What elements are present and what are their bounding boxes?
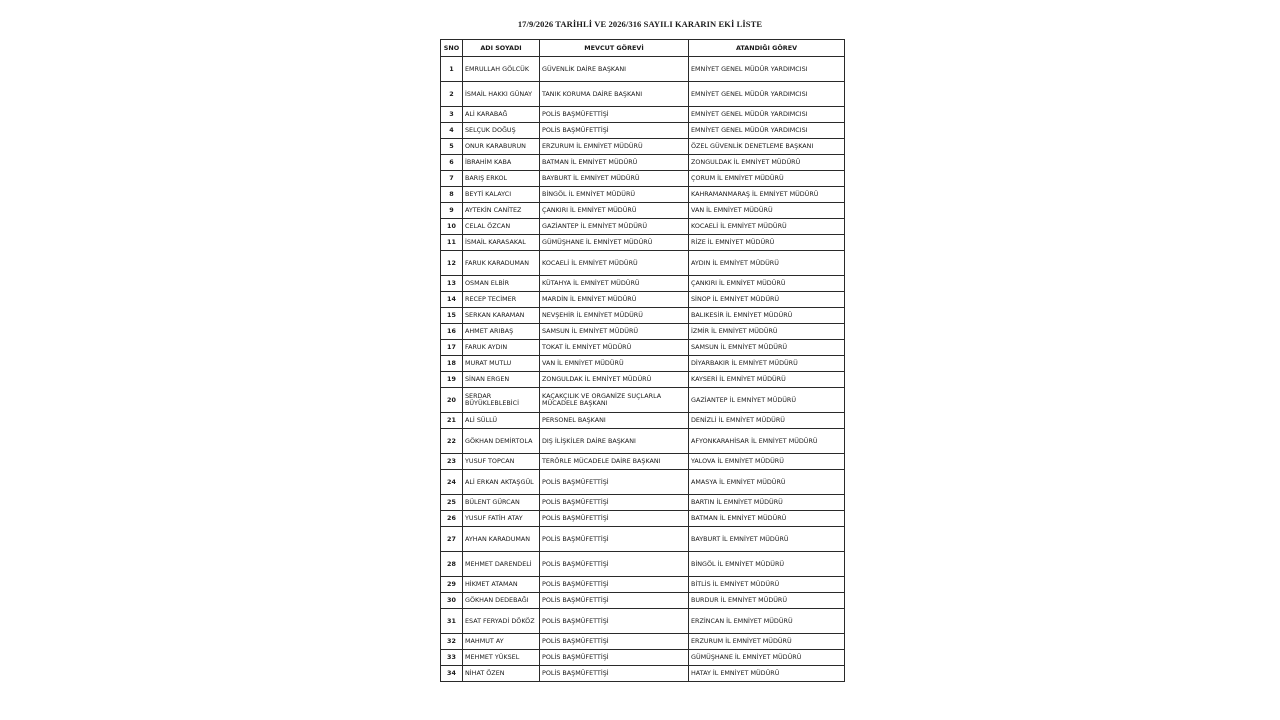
row-assigned-duty: KAHRAMANMARAŞ İL EMNİYET MÜDÜRÜ xyxy=(689,187,845,203)
row-current-duty: GÜMÜŞHANE İL EMNİYET MÜDÜRÜ xyxy=(540,235,689,251)
row-name: İSMAİL KARASAKAL xyxy=(463,235,540,251)
table-row xyxy=(441,235,845,251)
table-row xyxy=(441,187,845,203)
row-current-duty: POLİS BAŞMÜFETTİŞİ xyxy=(540,123,689,139)
row-assigned-duty: DENİZLİ İL EMNİYET MÜDÜRÜ xyxy=(689,413,845,429)
row-assigned-duty: AFYONKARAHİSAR İL EMNİYET MÜDÜRÜ xyxy=(689,429,845,454)
row-name: FARUK AYDIN xyxy=(463,340,540,356)
row-name: YUSUF FATİH ATAY xyxy=(463,511,540,527)
row-assigned-duty: ERZİNCAN İL EMNİYET MÜDÜRÜ xyxy=(689,609,845,634)
row-sno: 30 xyxy=(441,593,463,609)
row-assigned-duty: İZMİR İL EMNİYET MÜDÜRÜ xyxy=(689,324,845,340)
row-name: BARIŞ ERKOL xyxy=(463,171,540,187)
row-assigned-duty: SİNOP İL EMNİYET MÜDÜRÜ xyxy=(689,292,845,308)
table-row xyxy=(441,57,845,82)
row-sno: 17 xyxy=(441,340,463,356)
row-current-duty: TANIK KORUMA DAİRE BAŞKANI xyxy=(540,82,689,107)
row-name: FARUK KARADUMAN xyxy=(463,251,540,276)
row-sno: 4 xyxy=(441,123,463,139)
table-row xyxy=(441,527,845,552)
row-sno: 29 xyxy=(441,577,463,593)
row-current-duty: KAÇAKÇILIK VE ORGANİZE SUÇLARLA MÜCADELE BAŞKANI xyxy=(540,388,689,413)
row-sno: 18 xyxy=(441,356,463,372)
row-current-duty: POLİS BAŞMÜFETTİŞİ xyxy=(540,593,689,609)
row-assigned-duty: AMASYA İL EMNİYET MÜDÜRÜ xyxy=(689,470,845,495)
row-assigned-duty: YALOVA İL EMNİYET MÜDÜRÜ xyxy=(689,454,845,470)
row-sno: 34 xyxy=(441,666,463,682)
row-sno: 9 xyxy=(441,203,463,219)
row-sno: 19 xyxy=(441,372,463,388)
header-current-duty: MEVCUT GÖREVİ xyxy=(540,40,689,57)
table-row xyxy=(441,251,845,276)
row-sno: 11 xyxy=(441,235,463,251)
row-current-duty: POLİS BAŞMÜFETTİŞİ xyxy=(540,527,689,552)
row-current-duty: ZONGULDAK İL EMNİYET MÜDÜRÜ xyxy=(540,372,689,388)
table-row xyxy=(441,593,845,609)
row-name: MEHMET YÜKSEL xyxy=(463,650,540,666)
row-current-duty: POLİS BAŞMÜFETTİŞİ xyxy=(540,495,689,511)
row-assigned-duty: DİYARBAKIR İL EMNİYET MÜDÜRÜ xyxy=(689,356,845,372)
table-row xyxy=(441,219,845,235)
row-assigned-duty: ZONGULDAK İL EMNİYET MÜDÜRÜ xyxy=(689,155,845,171)
row-sno: 12 xyxy=(441,251,463,276)
row-assigned-duty: BATMAN İL EMNİYET MÜDÜRÜ xyxy=(689,511,845,527)
row-assigned-duty: BİTLİS İL EMNİYET MÜDÜRÜ xyxy=(689,577,845,593)
row-current-duty: POLİS BAŞMÜFETTİŞİ xyxy=(540,552,689,577)
row-name: BÜLENT GÜRCAN xyxy=(463,495,540,511)
table-row xyxy=(441,123,845,139)
row-name: BEYTİ KALAYCI xyxy=(463,187,540,203)
table-row xyxy=(441,609,845,634)
table-row xyxy=(441,139,845,155)
row-current-duty: VAN İL EMNİYET MÜDÜRÜ xyxy=(540,356,689,372)
row-name: SELÇUK DOĞUŞ xyxy=(463,123,540,139)
header-sno: SNO xyxy=(441,40,463,57)
row-name: ESAT FERYADİ DÖKÖZ xyxy=(463,609,540,634)
row-name: MEHMET DARENDELİ xyxy=(463,552,540,577)
row-assigned-duty: EMNİYET GENEL MÜDÜR YARDIMCISI xyxy=(689,57,845,82)
row-current-duty: POLİS BAŞMÜFETTİŞİ xyxy=(540,577,689,593)
row-assigned-duty: GAZİANTEP İL EMNİYET MÜDÜRÜ xyxy=(689,388,845,413)
row-sno: 10 xyxy=(441,219,463,235)
row-assigned-duty: BALIKESİR İL EMNİYET MÜDÜRÜ xyxy=(689,308,845,324)
row-sno: 21 xyxy=(441,413,463,429)
table-header xyxy=(441,40,845,57)
row-sno: 24 xyxy=(441,470,463,495)
row-sno: 13 xyxy=(441,276,463,292)
row-name: GÖKHAN DEDEBAĞI xyxy=(463,593,540,609)
table-row xyxy=(441,634,845,650)
row-sno: 32 xyxy=(441,634,463,650)
row-name: MURAT MUTLU xyxy=(463,356,540,372)
table-row xyxy=(441,82,845,107)
row-assigned-duty: ÇORUM İL EMNİYET MÜDÜRÜ xyxy=(689,171,845,187)
table-row xyxy=(441,356,845,372)
table-row xyxy=(441,470,845,495)
row-name: İBRAHİM KABA xyxy=(463,155,540,171)
row-assigned-duty: KOCAELİ İL EMNİYET MÜDÜRÜ xyxy=(689,219,845,235)
row-current-duty: ERZURUM İL EMNİYET MÜDÜRÜ xyxy=(540,139,689,155)
row-name: ALİ SÜLLÜ xyxy=(463,413,540,429)
table-row xyxy=(441,388,845,413)
row-assigned-duty: GÜMÜŞHANE İL EMNİYET MÜDÜRÜ xyxy=(689,650,845,666)
row-name: CELAL ÖZCAN xyxy=(463,219,540,235)
row-assigned-duty: ÖZEL GÜVENLİK DENETLEME BAŞKANI xyxy=(689,139,845,155)
row-sno: 3 xyxy=(441,107,463,123)
row-sno: 28 xyxy=(441,552,463,577)
table-row xyxy=(441,155,845,171)
row-current-duty: BAYBURT İL EMNİYET MÜDÜRÜ xyxy=(540,171,689,187)
row-name: AHMET ARIBAŞ xyxy=(463,324,540,340)
row-current-duty: DIŞ İLİŞKİLER DAİRE BAŞKANI xyxy=(540,429,689,454)
row-current-duty: ÇANKIRI İL EMNİYET MÜDÜRÜ xyxy=(540,203,689,219)
row-sno: 15 xyxy=(441,308,463,324)
row-assigned-duty: SAMSUN İL EMNİYET MÜDÜRÜ xyxy=(689,340,845,356)
row-name: ONUR KARABURUN xyxy=(463,139,540,155)
row-current-duty: GÜVENLİK DAİRE BAŞKANI xyxy=(540,57,689,82)
row-assigned-duty: RİZE İL EMNİYET MÜDÜRÜ xyxy=(689,235,845,251)
row-assigned-duty: KAYSERİ İL EMNİYET MÜDÜRÜ xyxy=(689,372,845,388)
row-sno: 2 xyxy=(441,82,463,107)
table-row xyxy=(441,308,845,324)
row-sno: 16 xyxy=(441,324,463,340)
row-name: NİHAT ÖZEN xyxy=(463,666,540,682)
row-assigned-duty: VAN İL EMNİYET MÜDÜRÜ xyxy=(689,203,845,219)
row-current-duty: POLİS BAŞMÜFETTİŞİ xyxy=(540,634,689,650)
appointment-list-table xyxy=(440,39,845,682)
row-current-duty: TOKAT İL EMNİYET MÜDÜRÜ xyxy=(540,340,689,356)
row-current-duty: TERÖRLE MÜCADELE DAİRE BAŞKANI xyxy=(540,454,689,470)
row-name: SİNAN ERGEN xyxy=(463,372,540,388)
row-name: ALİ ERKAN AKTAŞGÜL xyxy=(463,470,540,495)
row-assigned-duty: EMNİYET GENEL MÜDÜR YARDIMCISI xyxy=(689,123,845,139)
row-current-duty: BATMAN İL EMNİYET MÜDÜRÜ xyxy=(540,155,689,171)
row-current-duty: KÜTAHYA İL EMNİYET MÜDÜRÜ xyxy=(540,276,689,292)
header-row xyxy=(441,40,845,57)
header-assigned-duty: ATANDIĞI GÖREV xyxy=(689,40,845,57)
table-row xyxy=(441,203,845,219)
table-row xyxy=(441,292,845,308)
row-current-duty: PERSONEL BAŞKANI xyxy=(540,413,689,429)
row-sno: 23 xyxy=(441,454,463,470)
row-assigned-duty: BİNGÖL İL EMNİYET MÜDÜRÜ xyxy=(689,552,845,577)
row-name: OSMAN ELBİR xyxy=(463,276,540,292)
table-row xyxy=(441,324,845,340)
row-sno: 26 xyxy=(441,511,463,527)
row-name: GÖKHAN DEMİRTOLA xyxy=(463,429,540,454)
row-name: AYTEKİN CANİTEZ xyxy=(463,203,540,219)
row-sno: 27 xyxy=(441,527,463,552)
row-sno: 7 xyxy=(441,171,463,187)
row-name: İSMAİL HAKKI GÜNAY xyxy=(463,82,540,107)
row-current-duty: SAMSUN İL EMNİYET MÜDÜRÜ xyxy=(540,324,689,340)
row-current-duty: POLİS BAŞMÜFETTİŞİ xyxy=(540,650,689,666)
row-sno: 8 xyxy=(441,187,463,203)
row-assigned-duty: ERZURUM İL EMNİYET MÜDÜRÜ xyxy=(689,634,845,650)
table-row xyxy=(441,340,845,356)
row-assigned-duty: EMNİYET GENEL MÜDÜR YARDIMCISI xyxy=(689,107,845,123)
row-sno: 20 xyxy=(441,388,463,413)
table-row xyxy=(441,413,845,429)
row-sno: 31 xyxy=(441,609,463,634)
table-row xyxy=(441,650,845,666)
row-assigned-duty: HATAY İL EMNİYET MÜDÜRÜ xyxy=(689,666,845,682)
row-sno: 1 xyxy=(441,57,463,82)
table-row xyxy=(441,454,845,470)
row-sno: 25 xyxy=(441,495,463,511)
table-row xyxy=(441,511,845,527)
row-name: YUSUF TOPCAN xyxy=(463,454,540,470)
row-current-duty: BİNGÖL İL EMNİYET MÜDÜRÜ xyxy=(540,187,689,203)
table-row xyxy=(441,429,845,454)
row-current-duty: POLİS BAŞMÜFETTİŞİ xyxy=(540,511,689,527)
table-row xyxy=(441,372,845,388)
row-current-duty: GAZİANTEP İL EMNİYET MÜDÜRÜ xyxy=(540,219,689,235)
row-name: SERDAR BÜYÜKLEBLEBİCİ xyxy=(463,388,540,413)
table-row xyxy=(441,171,845,187)
row-current-duty: KOCAELİ İL EMNİYET MÜDÜRÜ xyxy=(540,251,689,276)
table-row xyxy=(441,276,845,292)
row-current-duty: POLİS BAŞMÜFETTİŞİ xyxy=(540,107,689,123)
table-row xyxy=(441,495,845,511)
document-title: 17/9/2026 TARİHLİ VE 2026/316 SAYILI KARARIN EKİ LİSTE xyxy=(517,19,763,29)
row-current-duty: POLİS BAŞMÜFETTİŞİ xyxy=(540,470,689,495)
row-current-duty: MARDİN İL EMNİYET MÜDÜRÜ xyxy=(540,292,689,308)
row-name: SERKAN KARAMAN xyxy=(463,308,540,324)
row-name: HİKMET ATAMAN xyxy=(463,577,540,593)
row-name: AYHAN KARADUMAN xyxy=(463,527,540,552)
row-sno: 6 xyxy=(441,155,463,171)
table-row xyxy=(441,666,845,682)
table-row xyxy=(441,107,845,123)
row-current-duty: NEVŞEHİR İL EMNİYET MÜDÜRÜ xyxy=(540,308,689,324)
row-sno: 14 xyxy=(441,292,463,308)
row-name: ALİ KARABAĞ xyxy=(463,107,540,123)
row-sno: 33 xyxy=(441,650,463,666)
row-name: EMRULLAH GÖLCÜK xyxy=(463,57,540,82)
table-row xyxy=(441,552,845,577)
header-name: ADI SOYADI xyxy=(463,40,540,57)
row-assigned-duty: EMNİYET GENEL MÜDÜR YARDIMCISI xyxy=(689,82,845,107)
row-assigned-duty: BAYBURT İL EMNİYET MÜDÜRÜ xyxy=(689,527,845,552)
row-assigned-duty: AYDIN İL EMNİYET MÜDÜRÜ xyxy=(689,251,845,276)
row-assigned-duty: BURDUR İL EMNİYET MÜDÜRÜ xyxy=(689,593,845,609)
table-row xyxy=(441,577,845,593)
table-body xyxy=(441,57,845,682)
row-assigned-duty: BARTIN İL EMNİYET MÜDÜRÜ xyxy=(689,495,845,511)
row-assigned-duty: ÇANKIRI İL EMNİYET MÜDÜRÜ xyxy=(689,276,845,292)
row-current-duty: POLİS BAŞMÜFETTİŞİ xyxy=(540,609,689,634)
row-current-duty: POLİS BAŞMÜFETTİŞİ xyxy=(540,666,689,682)
row-sno: 22 xyxy=(441,429,463,454)
row-sno: 5 xyxy=(441,139,463,155)
row-name: MAHMUT AY xyxy=(463,634,540,650)
row-name: RECEP TECİMER xyxy=(463,292,540,308)
